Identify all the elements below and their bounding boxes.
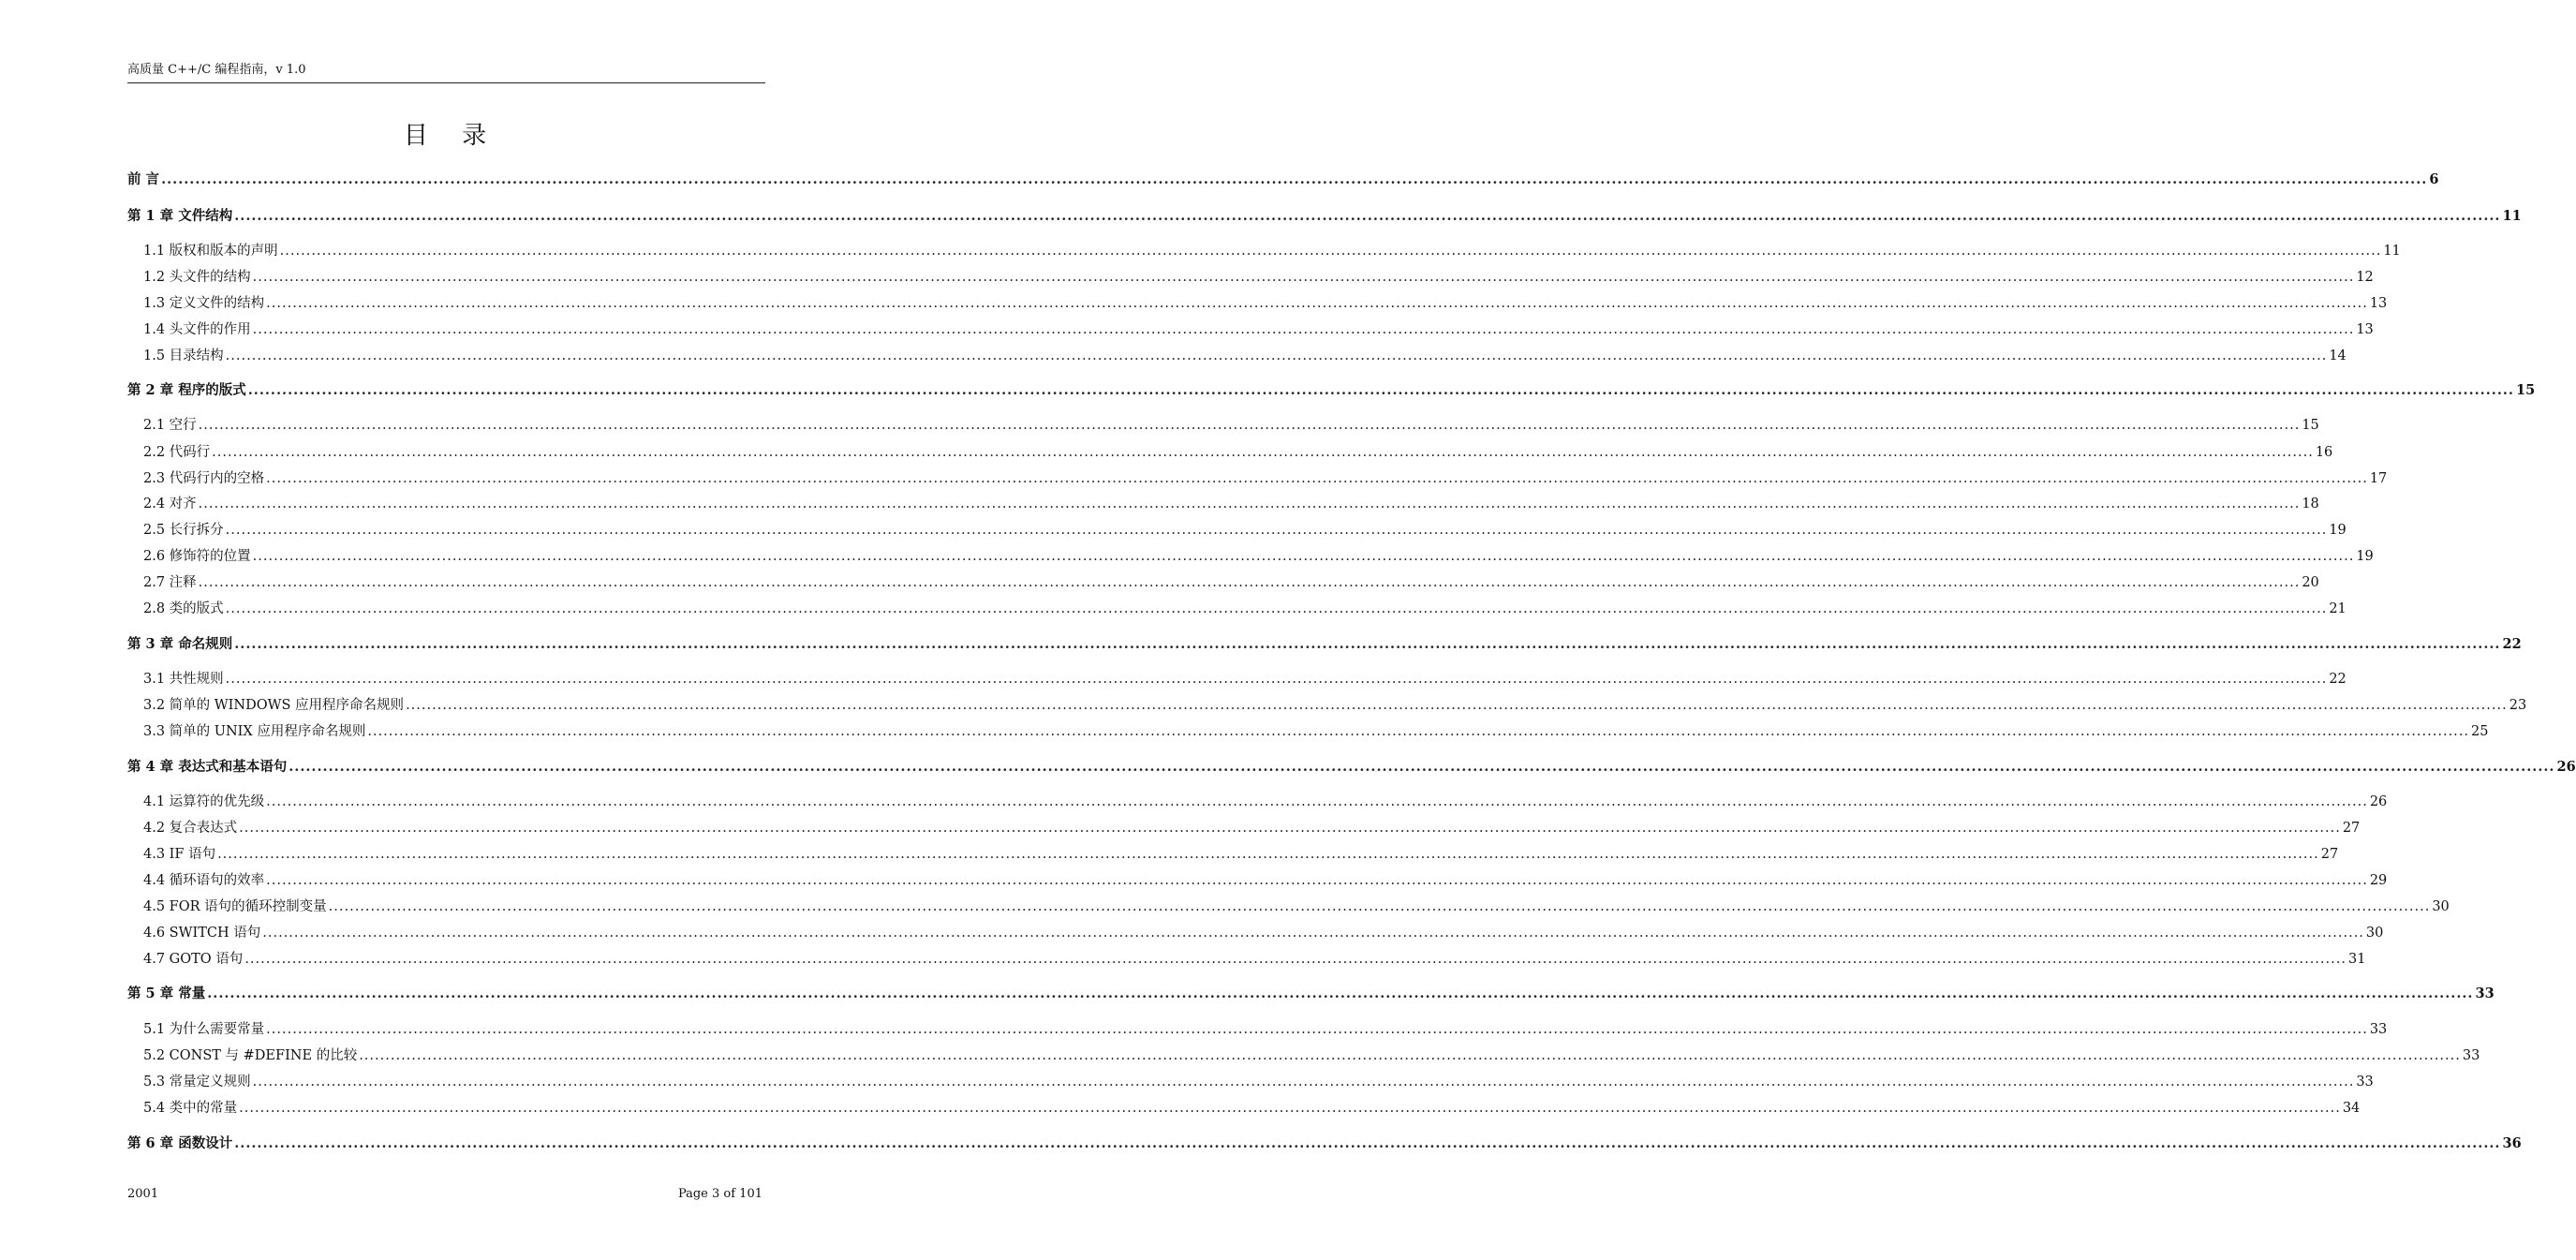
toc-entry-page: 13 — [2369, 296, 2388, 311]
toc-leader-dots: ................................................................................................................................................................................................................................................................................................................................................................................................................ — [266, 1022, 2368, 1037]
toc-entry-page: 27 — [2320, 847, 2339, 862]
toc-leader-dots: ................................................................................................................................................................................................................................................................................................................................................................................................................ — [234, 1135, 2501, 1151]
toc-leader-dots: ................................................................................................................................................................................................................................................................................................................................................................................................................ — [244, 952, 2347, 967]
toc-entry-page: 19 — [2329, 523, 2347, 538]
toc-entry-label: 2.4 对齐 — [143, 497, 197, 511]
toc-leader-dots: ................................................................................................................................................................................................................................................................................................................................................................................................................ — [239, 821, 2341, 836]
toc-chapter-entry[interactable] — [127, 170, 2439, 190]
toc-entry-page: 13 — [2356, 322, 2374, 337]
toc-leader-dots: ................................................................................................................................................................................................................................................................................................................................................................................................................ — [247, 382, 2514, 398]
toc-leader-dots: ................................................................................................................................................................................................................................................................................................................................................................................................................ — [262, 926, 2364, 941]
toc-entry-page: 33 — [2356, 1075, 2374, 1090]
toc-entry-label: 1.5 目录结构 — [143, 348, 224, 363]
toc-section-entry[interactable] — [143, 442, 2333, 463]
toc-entry-label: 2.7 注释 — [143, 575, 197, 590]
toc-section-entry[interactable] — [143, 844, 2339, 865]
toc-leader-dots: ................................................................................................................................................................................................................................................................................................................................................................................................................ — [234, 636, 2501, 652]
toc-leader-dots: ................................................................................................................................................................................................................................................................................................................................................................................................................ — [198, 575, 2301, 590]
toc-entry-page: 22 — [2329, 672, 2347, 687]
toc-leader-dots: ................................................................................................................................................................................................................................................................................................................................................................................................................ — [289, 759, 2555, 775]
toc-leader-dots: ................................................................................................................................................................................................................................................................................................................................................................................................................ — [328, 899, 2431, 914]
toc-entry-label: 4.5 FOR 语句的循环控制变量 — [143, 899, 327, 914]
toc-section-entry[interactable] — [143, 468, 2388, 489]
toc-section-entry[interactable] — [143, 415, 2319, 436]
toc-entry-page: 26 — [2556, 759, 2576, 775]
toc-leader-dots: ................................................................................................................................................................................................................................................................................................................................................................................................................ — [225, 348, 2328, 363]
toc-entry-page: 30 — [2365, 926, 2384, 941]
toc-section-entry[interactable] — [143, 319, 2374, 340]
toc-entry-page: 15 — [2515, 382, 2536, 398]
toc-section-entry[interactable] — [143, 695, 2527, 716]
toc-section-entry[interactable] — [143, 1045, 2480, 1066]
toc-entry-page: 31 — [2347, 952, 2366, 967]
toc-entry-label: 2.6 修饰符的位置 — [143, 549, 251, 564]
toc-leader-dots: ................................................................................................................................................................................................................................................................................................................................................................................................................ — [266, 471, 2368, 486]
toc-section-entry[interactable] — [143, 818, 2361, 838]
toc-entry-label: 1.3 定义文件的结构 — [143, 296, 265, 311]
toc-entry-page: 11 — [2502, 208, 2522, 224]
toc-leader-dots: ................................................................................................................................................................................................................................................................................................................................................................................................................ — [198, 418, 2301, 433]
toc-section-entry[interactable] — [143, 923, 2384, 943]
toc-leader-dots: ................................................................................................................................................................................................................................................................................................................................................................................................................ — [406, 698, 2508, 713]
toc-entry-page: 11 — [2383, 244, 2401, 259]
toc-section-entry[interactable] — [143, 949, 2366, 970]
toc-entry-label: 1.2 头文件的结构 — [143, 270, 251, 285]
toc-entry-label: 第 1 章 文件结构 — [127, 208, 233, 224]
toc-section-entry[interactable] — [143, 1019, 2388, 1040]
toc-section-entry[interactable] — [143, 870, 2388, 891]
toc-entry-label: 前 言 — [127, 171, 160, 187]
toc-leader-dots: ................................................................................................................................................................................................................................................................................................................................................................................................................ — [225, 672, 2328, 687]
toc-entry-label: 5.3 常量定义规则 — [143, 1075, 251, 1090]
toc-chapter-entry[interactable] — [127, 984, 2495, 1004]
toc-entry-page: 6 — [2429, 171, 2439, 187]
toc-entry-label: 1.1 版权和版本的声明 — [143, 244, 278, 259]
toc-entry-label: 第 4 章 表达式和基本语句 — [127, 759, 288, 775]
toc-section-entry[interactable] — [143, 669, 2347, 689]
toc-section-entry[interactable] — [143, 721, 2489, 742]
toc-section-entry[interactable] — [143, 267, 2374, 288]
toc-entry-label: 5.1 为什么需要常量 — [143, 1022, 265, 1037]
header-text: 高质量 C++/C 编程指南，v 1.0 — [127, 63, 306, 77]
toc-entry-page: 29 — [2369, 873, 2388, 888]
toc-entry-label: 4.7 GOTO 语句 — [143, 952, 244, 967]
toc-entry-page: 12 — [2356, 270, 2374, 285]
toc-chapter-entry[interactable] — [127, 206, 2522, 227]
toc-leader-dots: ................................................................................................................................................................................................................................................................................................................................................................................................................ — [225, 523, 2328, 538]
toc-section-entry[interactable] — [143, 293, 2388, 314]
toc-leader-dots: ................................................................................................................................................................................................................................................................................................................................................................................................................ — [225, 601, 2328, 616]
toc-entry-page: 23 — [2509, 698, 2527, 713]
toc-entry-page: 19 — [2356, 549, 2374, 564]
toc-leader-dots: ................................................................................................................................................................................................................................................................................................................................................................................................................ — [234, 208, 2501, 224]
toc-entry-page: 16 — [2315, 445, 2333, 460]
toc-entry-label: 5.4 类中的常量 — [143, 1101, 238, 1116]
toc-chapter-entry[interactable] — [127, 757, 2576, 778]
toc-leader-dots: ................................................................................................................................................................................................................................................................................................................................................................................................................ — [239, 1101, 2341, 1116]
footer-page-number: Page 3 of 101 — [677, 1187, 762, 1201]
toc-chapter-entry[interactable] — [127, 380, 2536, 401]
toc-entry-page: 21 — [2329, 601, 2347, 616]
toc-entry-page: 26 — [2369, 794, 2388, 809]
toc-leader-dots: ................................................................................................................................................................................................................................................................................................................................................................................................................ — [252, 270, 2355, 285]
toc-entry-label: 第 3 章 命名规则 — [127, 636, 233, 652]
toc-section-entry[interactable] — [143, 1098, 2361, 1119]
toc-section-entry[interactable] — [143, 1072, 2374, 1092]
toc-leader-dots: ................................................................................................................................................................................................................................................................................................................................................................................................................ — [212, 445, 2314, 460]
toc-leader-dots: ................................................................................................................................................................................................................................................................................................................................................................................................................ — [266, 296, 2368, 311]
toc-entry-page: 14 — [2329, 348, 2347, 363]
toc-entry-page: 34 — [2342, 1101, 2361, 1116]
toc-section-entry[interactable] — [143, 897, 2450, 917]
toc-entry-label: 4.1 运算符的优先级 — [143, 794, 265, 809]
toc-leader-dots: ................................................................................................................................................................................................................................................................................................................................................................................................................ — [367, 724, 2470, 739]
toc-leader-dots: ................................................................................................................................................................................................................................................................................................................................................................................................................ — [266, 873, 2368, 888]
toc-entry-page: 33 — [2475, 986, 2495, 1001]
toc-entry-label: 2.3 代码行内的空格 — [143, 471, 265, 486]
toc-entry-label: 5.2 CONST 与 #DEFINE 的比较 — [143, 1048, 358, 1063]
toc-entry-page: 20 — [2302, 575, 2319, 590]
toc-entry-page: 30 — [2432, 899, 2450, 914]
toc-entry-page: 22 — [2502, 636, 2522, 652]
toc-leader-dots: ................................................................................................................................................................................................................................................................................................................................................................................................................ — [198, 497, 2301, 511]
toc-leader-dots: ................................................................................................................................................................................................................................................................................................................................................................................................................ — [252, 549, 2355, 564]
toc-entry-page: 36 — [2502, 1135, 2522, 1151]
toc-section-entry[interactable] — [143, 546, 2374, 567]
toc-section-entry[interactable] — [143, 572, 2319, 593]
toc-leader-dots: ................................................................................................................................................................................................................................................................................................................................................................................................................ — [252, 322, 2355, 337]
toc-entry-label: 2.1 空行 — [143, 418, 197, 433]
toc-entry-label: 第 6 章 函数设计 — [127, 1135, 233, 1151]
toc-entry-label: 2.5 长行拆分 — [143, 523, 224, 538]
toc-leader-dots: ................................................................................................................................................................................................................................................................................................................................................................................................................ — [359, 1048, 2461, 1063]
toc-leader-dots: ................................................................................................................................................................................................................................................................................................................................................................................................................ — [217, 847, 2319, 862]
toc-entry-label: 4.6 SWITCH 语句 — [143, 926, 261, 941]
toc-entry-label: 2.8 类的版式 — [143, 601, 224, 616]
toc-entry-label: 第 5 章 常量 — [127, 986, 206, 1001]
toc-entry-label: 3.2 简单的 WINDOWS 应用程序命名规则 — [143, 698, 405, 713]
toc-leader-dots: ................................................................................................................................................................................................................................................................................................................................................................................................................ — [279, 244, 2382, 259]
toc-entry-label: 4.4 循环语句的效率 — [143, 873, 265, 888]
toc-section-entry[interactable] — [143, 494, 2319, 514]
toc-leader-dots: ................................................................................................................................................................................................................................................................................................................................................................................................................ — [161, 171, 2428, 187]
toc-leader-dots: ................................................................................................................................................................................................................................................................................................................................................................................................................ — [207, 986, 2474, 1001]
toc-entry-label: 4.2 复合表达式 — [143, 821, 238, 836]
toc-chapter-entry[interactable] — [127, 1134, 2522, 1154]
toc-section-entry[interactable] — [143, 520, 2347, 541]
toc-entry-label: 第 2 章 程序的版式 — [127, 382, 246, 398]
toc-entry-page: 17 — [2369, 471, 2388, 486]
toc-entry-label: 3.3 简单的 UNIX 应用程序命名规则 — [143, 724, 366, 739]
toc-chapter-entry[interactable] — [127, 634, 2522, 655]
toc-entry-label: 3.1 共性规则 — [143, 672, 224, 687]
toc-entry-page: 25 — [2471, 724, 2489, 739]
footer-year: 2001 — [127, 1187, 159, 1201]
toc-entry-label: 4.3 IF 语句 — [143, 847, 216, 862]
page-header — [127, 62, 765, 83]
toc-entry-label: 2.2 代码行 — [143, 445, 211, 460]
toc-leader-dots: ................................................................................................................................................................................................................................................................................................................................................................................................................ — [252, 1075, 2355, 1090]
toc-entry-page: 33 — [2462, 1048, 2480, 1063]
toc-entry-page: 33 — [2369, 1022, 2388, 1037]
toc-entry-page: 27 — [2342, 821, 2361, 836]
toc-section-entry[interactable] — [143, 599, 2347, 619]
toc-section-entry[interactable] — [143, 792, 2388, 812]
toc-section-entry[interactable] — [143, 241, 2401, 261]
toc-title: 目 录 — [403, 122, 500, 150]
toc-section-entry[interactable] — [143, 346, 2347, 366]
toc-entry-label: 1.4 头文件的作用 — [143, 322, 251, 337]
toc-entry-page: 15 — [2302, 418, 2319, 433]
toc-leader-dots: ................................................................................................................................................................................................................................................................................................................................................................................................................ — [266, 794, 2368, 809]
toc-entry-page: 18 — [2302, 497, 2319, 511]
